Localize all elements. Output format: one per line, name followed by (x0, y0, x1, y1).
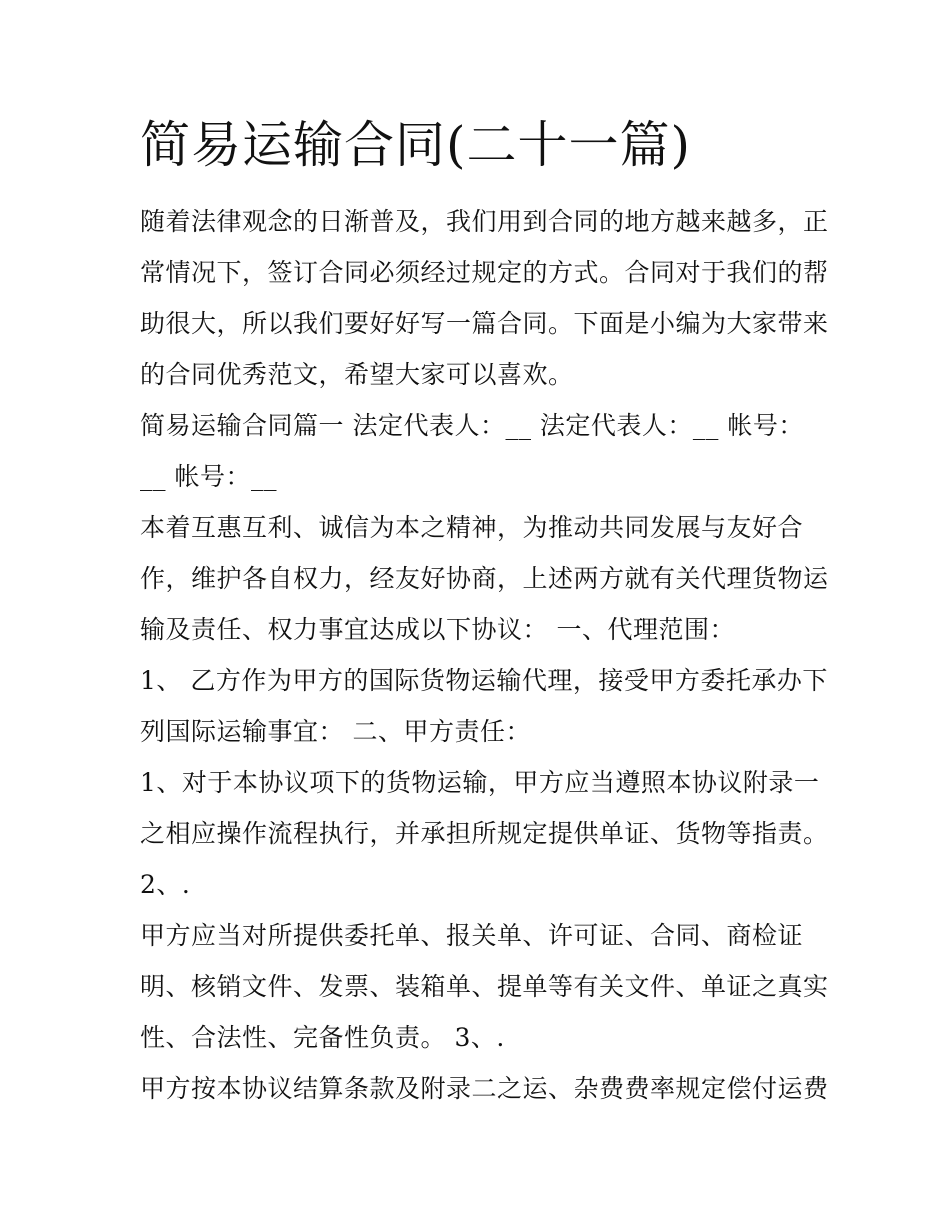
paragraph-line: 1、对于本协议项下的货物运输，甲方应当遵照本协议附录一 (140, 768, 820, 797)
paragraph-line: 甲方按本协议结算条款及附录二之运、杂费费率规定偿付运费 (140, 1074, 829, 1103)
paragraph-line: 性、合法性、完备性负责。 3、. (140, 1023, 505, 1052)
paragraph-line: 本着互惠互利、诚信为本之精神，为推动共同发展与友好合 (140, 513, 804, 542)
paragraph-line: 助很大，所以我们要好好写一篇合同。下面是小编为大家带来 (140, 309, 829, 338)
paragraph-line: 明、核销文件、发票、装箱单、提单等有关文件、单证之真实 (140, 972, 829, 1001)
paragraph-line: 甲方应当对所提供委托单、报关单、许可证、合同、商检证 (140, 921, 804, 950)
paragraph-line: 常情况下，签订合同必须经过规定的方式。合同对于我们的帮 (140, 258, 829, 287)
paragraph-line: 列国际运输事宜： 二、甲方责任： (140, 717, 531, 746)
paragraph-line: 随着法律观念的日渐普及，我们用到合同的地方越来越多，正 (140, 207, 829, 236)
document-title: 简易运输合同(二十一篇) (140, 116, 692, 174)
paragraph-line: 2、. (140, 870, 191, 899)
paragraph-line: 之相应操作流程执行，并承担所规定提供单证、货物等指责。 (140, 819, 829, 848)
paragraph-line: 的合同优秀范文，希望大家可以喜欢。 (140, 360, 574, 389)
paragraph-line: 简易运输合同篇一 法定代表人：__ 法定代表人：__ 帐号： (140, 411, 804, 440)
paragraph-line: __ 帐号：__ (140, 462, 277, 491)
paragraph-line: 输及责任、权力事宜达成以下协议： 一、代理范围： (140, 615, 735, 644)
paragraph-line: 1、 乙方作为甲方的国际货物运输代理，接受甲方委托承办下 (140, 666, 828, 695)
paragraph-line: 作，维护各自权力，经友好协商，上述两方就有关代理货物运 (140, 564, 829, 593)
